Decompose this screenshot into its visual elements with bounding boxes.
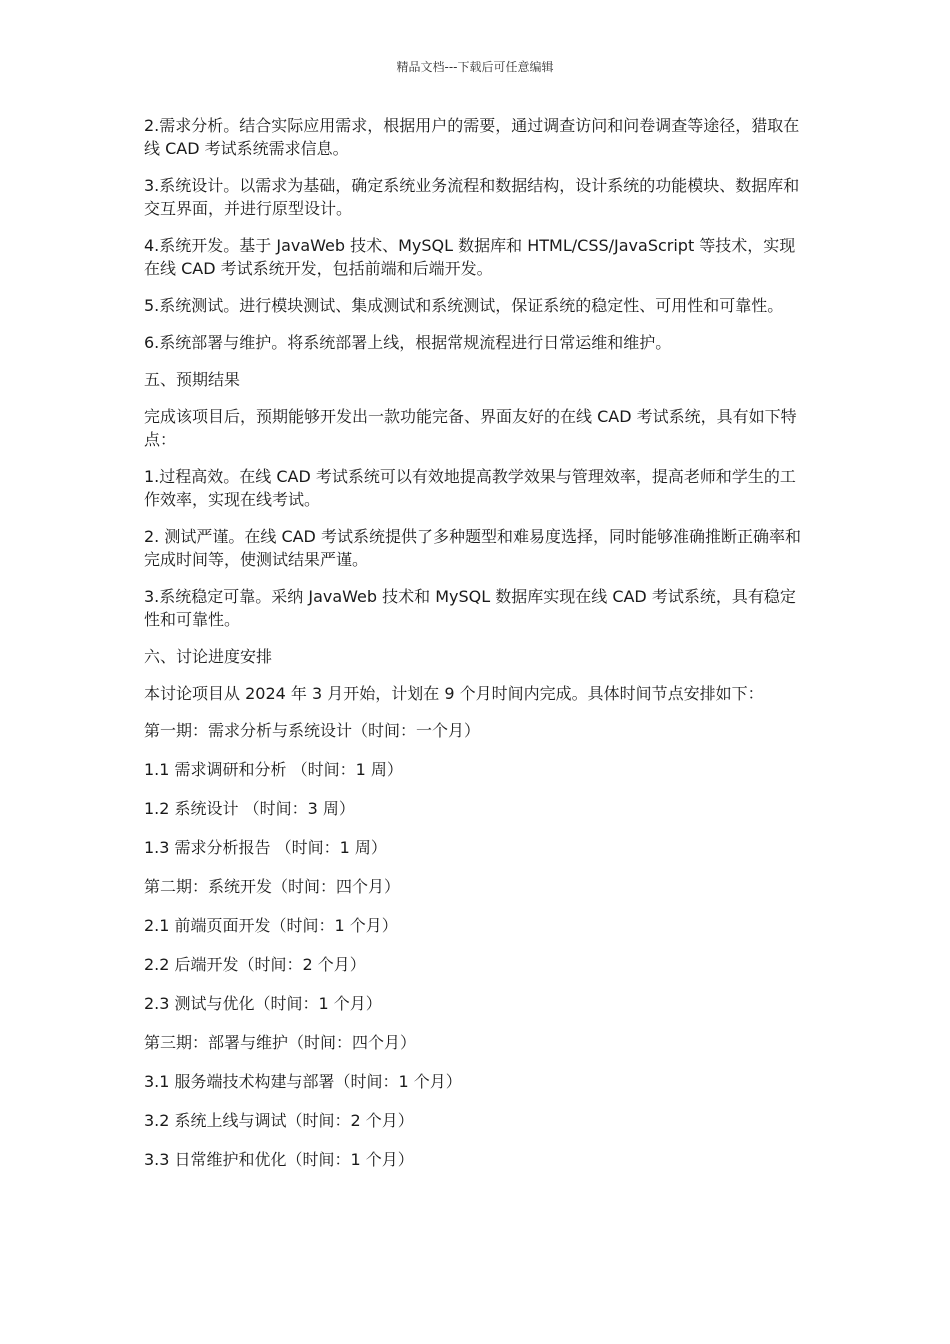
paragraph-feature-stability: 3.系统稳定可靠。采纳 JavaWeb 技术和 MySQL 数据库实现在线 CAD 考试系统，具有稳定性和可靠性。: [144, 587, 796, 629]
schedule-item-1-2: 1.2 系统设计 （时间：3 周）: [144, 799, 355, 818]
paragraph-schedule-intro: 本讨论项目从 2024 年 3 月开始，计划在 9 个月时间内完成。具体时间节点安排如下：: [144, 684, 764, 703]
section-heading-expected-results: 五、预期结果: [144, 370, 241, 389]
schedule-item-3-1: 3.1 服务端技术构建与部署（时间：1 个月）: [144, 1072, 462, 1091]
schedule-item-1-1: 1.1 需求调研和分析 （时间：1 周）: [144, 760, 403, 779]
paragraph-feature-rigorous-testing: 2. 测试严谨。在线 CAD 考试系统提供了多种题型和难易度选择，同时能够准确推断正确率和完成时间等，使测试结果严谨。: [144, 527, 801, 569]
document-body: [144, 114, 810, 1187]
paragraph-requirements-analysis: 2.需求分析。结合实际应用需求，根据用户的需要，通过调查访问和问卷调查等途径，猎取在线 CAD 考试系统需求信息。: [144, 116, 800, 158]
schedule-phase-2: 第二期：系统开发（时间：四个月）: [144, 877, 401, 896]
schedule-phase-1: 第一期：需求分析与系统设计（时间：一个月）: [144, 721, 481, 740]
paragraph-system-testing: 5.系统测试。进行模块测试、集成测试和系统测试，保证系统的稳定性、可用性和可靠性。: [144, 296, 784, 315]
schedule-item-2-3: 2.3 测试与优化（时间：1 个月）: [144, 994, 382, 1013]
schedule-item-1-3: 1.3 需求分析报告 （时间：1 周）: [144, 838, 387, 857]
paragraph-system-design: 3.系统设计。以需求为基础，确定系统业务流程和数据结构，设计系统的功能模块、数据库和交互界面，并进行原型设计。: [144, 176, 800, 218]
paragraph-expected-intro: 完成该项目后，预期能够开发出一款功能完备、界面友好的在线 CAD 考试系统，具有如下特点：: [144, 407, 797, 449]
paragraph-deployment-maintenance: 6.系统部署与维护。将系统部署上线，根据常规流程进行日常运维和维护。: [144, 333, 672, 352]
page-header: 精品文档---下载后可任意编辑: [396, 60, 554, 74]
schedule-item-2-1: 2.1 前端页面开发（时间：1 个月）: [144, 916, 398, 935]
paragraph-system-development: 4.系统开发。基于 JavaWeb 技术、MySQL 数据库和 HTML/CSS/JavaScript 等技术，实现在线 CAD 考试系统开发，包括前端和后端开发。: [144, 236, 796, 278]
paragraph-feature-efficiency: 1.过程高效。在线 CAD 考试系统可以有效地提高教学效果与管理效率，提高老师和学生的工作效率，实现在线考试。: [144, 467, 796, 509]
section-heading-schedule: 六、讨论进度安排: [144, 647, 273, 666]
schedule-phase-3: 第三期：部署与维护（时间：四个月）: [144, 1033, 417, 1052]
schedule-item-2-2: 2.2 后端开发（时间：2 个月）: [144, 955, 366, 974]
schedule-item-3-3: 3.3 日常维护和优化（时间：1 个月）: [144, 1150, 414, 1169]
schedule-item-3-2: 3.2 系统上线与调试（时间：2 个月）: [144, 1111, 414, 1130]
